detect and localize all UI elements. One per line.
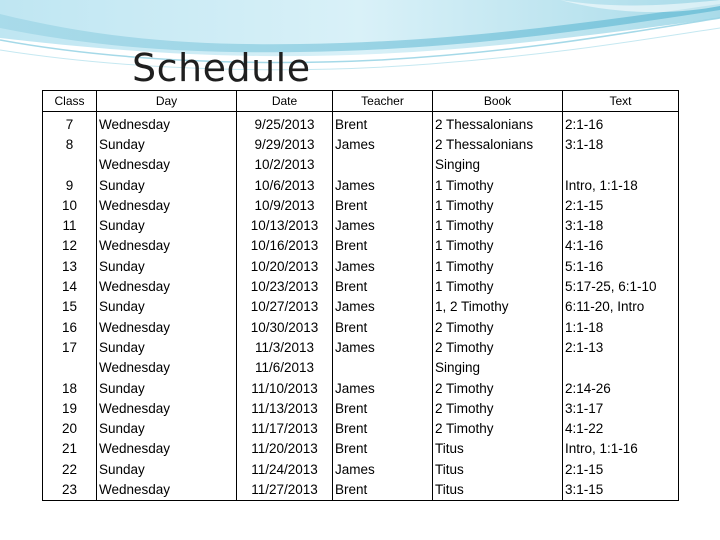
cell-day: Wednesday [97, 155, 237, 175]
table-row [43, 398, 679, 418]
cell-teacher: Brent [333, 479, 433, 500]
cell-day: Sunday [97, 215, 237, 235]
table-row [43, 439, 679, 459]
cell-book: Titus [433, 439, 563, 459]
cell-teacher: Brent [333, 195, 433, 215]
cell-class: 12 [43, 236, 97, 256]
cell-day: Wednesday [97, 398, 237, 418]
cell-day: Sunday [97, 175, 237, 195]
cell-class: 10 [43, 195, 97, 215]
cell-book: 1 Timothy [433, 215, 563, 235]
cell-teacher: Brent [333, 398, 433, 418]
table-row [43, 459, 679, 479]
cell-date: 10/30/2013 [237, 317, 333, 337]
table-body [43, 112, 679, 501]
table-row [43, 358, 679, 378]
table-row [43, 378, 679, 398]
table-row [43, 134, 679, 154]
cell-class: 22 [43, 459, 97, 479]
cell-class: 21 [43, 439, 97, 459]
cell-teacher: James [333, 337, 433, 357]
cell-book: 2 Timothy [433, 418, 563, 438]
cell-day: Sunday [97, 418, 237, 438]
cell-date: 11/13/2013 [237, 398, 333, 418]
cell-day: Wednesday [97, 358, 237, 378]
cell-date: 11/3/2013 [237, 337, 333, 357]
cell-book: 1 Timothy [433, 195, 563, 215]
cell-day: Sunday [97, 378, 237, 398]
cell-date: 9/25/2013 [237, 112, 333, 135]
column-header-date: Date [237, 91, 333, 112]
cell-teacher: James [333, 215, 433, 235]
cell-date: 10/9/2013 [237, 195, 333, 215]
cell-day: Wednesday [97, 236, 237, 256]
cell-day: Sunday [97, 134, 237, 154]
cell-date: 10/23/2013 [237, 276, 333, 296]
cell-class: 14 [43, 276, 97, 296]
cell-class: 20 [43, 418, 97, 438]
cell-class: 9 [43, 175, 97, 195]
cell-text: 6:11-20, Intro [563, 297, 679, 317]
cell-class: 17 [43, 337, 97, 357]
cell-book: 2 Timothy [433, 317, 563, 337]
decorative-header-swoosh [0, 0, 720, 100]
cell-teacher: Brent [333, 276, 433, 296]
cell-class: 13 [43, 256, 97, 276]
cell-book: Singing [433, 358, 563, 378]
cell-text: 2:1-16 [563, 112, 679, 135]
cell-book: Singing [433, 155, 563, 175]
cell-day: Wednesday [97, 276, 237, 296]
cell-date: 10/27/2013 [237, 297, 333, 317]
cell-text: 5:17-25, 6:1-10 [563, 276, 679, 296]
cell-text: 4:1-22 [563, 418, 679, 438]
cell-teacher: Brent [333, 418, 433, 438]
cell-book: 2 Timothy [433, 378, 563, 398]
cell-text: 5:1-16 [563, 256, 679, 276]
cell-date: 11/27/2013 [237, 479, 333, 500]
column-header-teacher: Teacher [333, 91, 433, 112]
cell-class [43, 155, 97, 175]
cell-class: 19 [43, 398, 97, 418]
cell-text [563, 155, 679, 175]
cell-teacher [333, 358, 433, 378]
column-header-day: Day [97, 91, 237, 112]
cell-book: 1, 2 Timothy [433, 297, 563, 317]
cell-date: 11/24/2013 [237, 459, 333, 479]
table-row [43, 112, 679, 135]
cell-class: 16 [43, 317, 97, 337]
cell-class: 15 [43, 297, 97, 317]
cell-class [43, 358, 97, 378]
cell-date: 11/10/2013 [237, 378, 333, 398]
cell-date: 10/16/2013 [237, 236, 333, 256]
cell-book: 1 Timothy [433, 175, 563, 195]
cell-book: Titus [433, 479, 563, 500]
cell-book: 1 Timothy [433, 276, 563, 296]
cell-class: 11 [43, 215, 97, 235]
cell-date: 11/6/2013 [237, 358, 333, 378]
cell-teacher: Brent [333, 112, 433, 135]
cell-text: 2:14-26 [563, 378, 679, 398]
table-row [43, 215, 679, 235]
cell-teacher: Brent [333, 317, 433, 337]
cell-book: 2 Timothy [433, 398, 563, 418]
column-header-class: Class [43, 91, 97, 112]
cell-class: 7 [43, 112, 97, 135]
cell-teacher: James [333, 459, 433, 479]
cell-teacher: Brent [333, 236, 433, 256]
cell-day: Wednesday [97, 479, 237, 500]
cell-class: 23 [43, 479, 97, 500]
cell-date: 10/6/2013 [237, 175, 333, 195]
cell-text: 4:1-16 [563, 236, 679, 256]
cell-day: Wednesday [97, 195, 237, 215]
cell-text: 3:1-18 [563, 134, 679, 154]
page-title: Schedule [132, 46, 311, 90]
cell-date: 11/17/2013 [237, 418, 333, 438]
cell-teacher: James [333, 175, 433, 195]
table-header-row [43, 91, 679, 112]
cell-class: 8 [43, 134, 97, 154]
cell-day: Wednesday [97, 317, 237, 337]
cell-teacher: James [333, 378, 433, 398]
table-row [43, 155, 679, 175]
cell-book: 1 Timothy [433, 236, 563, 256]
cell-day: Wednesday [97, 439, 237, 459]
cell-date: 10/2/2013 [237, 155, 333, 175]
cell-text: 3:1-18 [563, 215, 679, 235]
table-row [43, 337, 679, 357]
cell-day: Wednesday [97, 112, 237, 135]
table-row [43, 256, 679, 276]
table-row [43, 195, 679, 215]
table-row [43, 297, 679, 317]
cell-day: Sunday [97, 459, 237, 479]
schedule-table [42, 90, 679, 501]
cell-text [563, 358, 679, 378]
cell-text: Intro, 1:1-18 [563, 175, 679, 195]
cell-day: Sunday [97, 337, 237, 357]
cell-teacher: Brent [333, 439, 433, 459]
cell-text: 1:1-18 [563, 317, 679, 337]
cell-text: 3:1-17 [563, 398, 679, 418]
cell-text: Intro, 1:1-16 [563, 439, 679, 459]
cell-book: 2 Timothy [433, 337, 563, 357]
table-row [43, 317, 679, 337]
cell-day: Sunday [97, 256, 237, 276]
cell-teacher: James [333, 134, 433, 154]
table-row [43, 236, 679, 256]
cell-teacher [333, 155, 433, 175]
column-header-text: Text [563, 91, 679, 112]
cell-text: 3:1-15 [563, 479, 679, 500]
cell-date: 10/20/2013 [237, 256, 333, 276]
cell-date: 9/29/2013 [237, 134, 333, 154]
cell-class: 18 [43, 378, 97, 398]
cell-text: 2:1-15 [563, 459, 679, 479]
cell-book: 2 Thessalonians [433, 134, 563, 154]
cell-text: 2:1-15 [563, 195, 679, 215]
cell-day: Sunday [97, 297, 237, 317]
cell-text: 2:1-13 [563, 337, 679, 357]
cell-book: 2 Thessalonians [433, 112, 563, 135]
cell-date: 11/20/2013 [237, 439, 333, 459]
table-row [43, 479, 679, 500]
cell-book: 1 Timothy [433, 256, 563, 276]
cell-teacher: James [333, 297, 433, 317]
table-row [43, 276, 679, 296]
cell-teacher: James [333, 256, 433, 276]
cell-book: Titus [433, 459, 563, 479]
column-header-book: Book [433, 91, 563, 112]
cell-date: 10/13/2013 [237, 215, 333, 235]
table-row [43, 175, 679, 195]
table-row [43, 418, 679, 438]
